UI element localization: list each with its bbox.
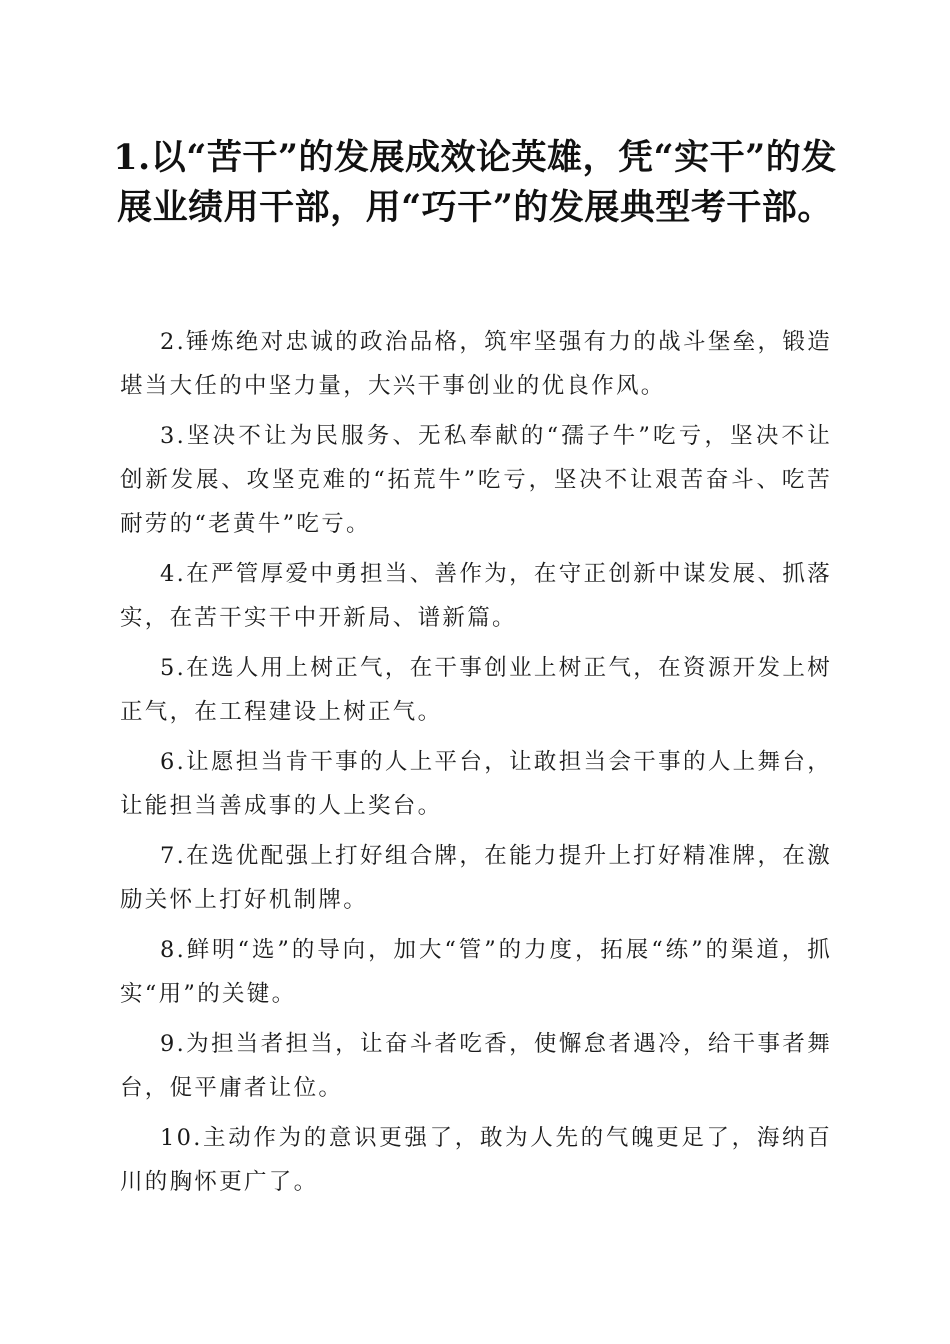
document-title: 1.以“苦干”的发展成效论英雄，凭“实干”的发展业绩用干部，用“巧干”的发展典型考干部。: [113, 137, 837, 228]
paragraph-10: 10.主动作为的意识更强了，敢为人先的气魄更足了，海纳百川的胸怀更广了。: [120, 1125, 832, 1195]
paragraph-4: 4.在严管厚爱中勇担当、善作为，在守正创新中谋发展、抓落实，在苦干实干中开新局、谱新篇。: [120, 561, 832, 631]
paragraph-5: 5.在选人用上树正气，在干事创业上树正气，在资源开发上树正气，在工程建设上树正气。: [120, 655, 832, 725]
paragraph-6: 6.让愿担当肯干事的人上平台，让敢担当会干事的人上舞台，让能担当善成事的人上奖台。: [120, 749, 832, 819]
paragraph-3: 3.坚决不让为民服务、无私奉献的“孺子牛”吃亏，坚决不让创新发展、攻坚克难的“拓荒牛”吃亏，坚决不让艰苦奋斗、吃苦耐劳的“老黄牛”吃亏。: [120, 423, 832, 537]
paragraph-2: 2.锤炼绝对忠诚的政治品格，筑牢坚强有力的战斗堡垒，锻造堪当大任的中坚力量，大兴干事创业的优良作风。: [120, 329, 832, 399]
document-body: [120, 320, 832, 1210]
paragraph-8: 8.鲜明“选”的导向，加大“管”的力度，拓展“练”的渠道，抓实“用”的关键。: [120, 937, 832, 1007]
paragraph-7: 7.在选优配强上打好组合牌，在能力提升上打好精准牌，在激励关怀上打好机制牌。: [120, 843, 832, 913]
paragraph-9: 9.为担当者担当，让奋斗者吃香，使懈怠者遇冷，给干事者舞台，促平庸者让位。: [120, 1031, 832, 1101]
